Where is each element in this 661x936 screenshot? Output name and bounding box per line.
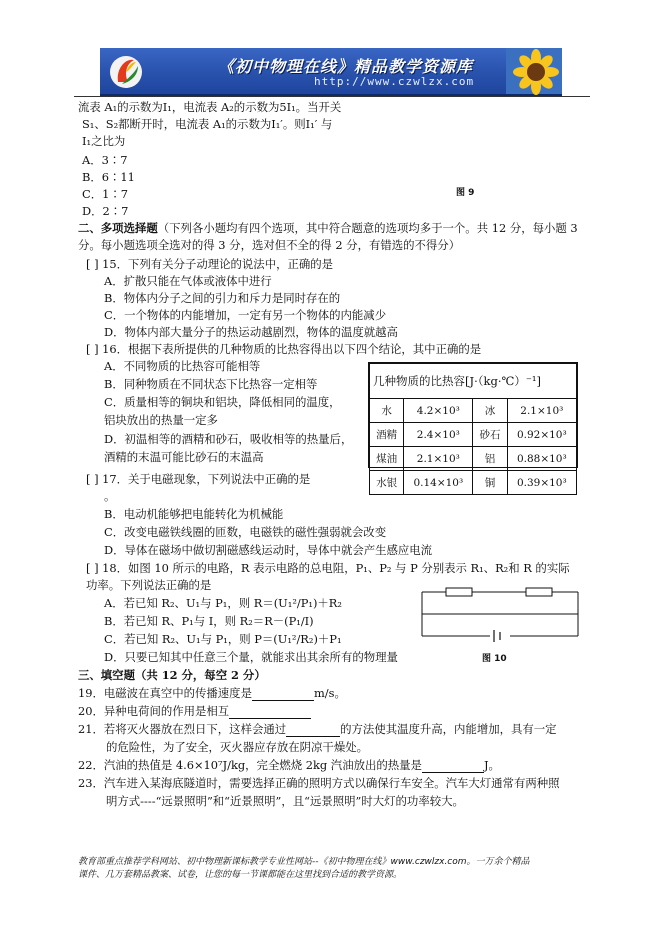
table-cell: 铜 xyxy=(473,471,507,495)
q17-option-c: C．改变电磁铁线圈的匝数，电磁铁的磁性强弱就会改变 xyxy=(104,525,387,539)
q23-line1: 23．汽车进入某海底隧道时，需要选择正确的照明方式以确保行车安全。汽车大灯通常有两种照 xyxy=(78,776,560,790)
section3-heading: 三、填空题（共 12 分，每空 2 分） xyxy=(78,668,266,682)
table-row xyxy=(370,399,577,423)
q-prev-line3: I₁之比为 xyxy=(82,134,126,148)
table-cell: 2.1×10³ xyxy=(507,399,576,423)
banner-title: 《初中物理在线》精品教学资源库 xyxy=(218,57,474,76)
q-prev-option-b: B．6∶11 xyxy=(82,170,135,184)
q21-blank[interactable] xyxy=(286,722,340,737)
q18-stem2: 功率。下列说法正确的是 xyxy=(86,578,212,592)
table-cell: 水 xyxy=(370,399,404,423)
q17-option-b: B．电动机能够把电能转化为机械能 xyxy=(104,507,284,521)
q17-stem-end: 。 xyxy=(104,489,116,503)
q16-stem: [ ] 16．根据下表所提供的几种物质的比热容得出以下四个结论，其中正确的是 xyxy=(86,342,482,356)
q16-option-d-cont: 酒精的末温可能比砂石的末温高 xyxy=(104,450,264,464)
q-prev-line2: S₁、S₂都断开时，电流表 A₁的示数为I₁′。则I₁′ 与 xyxy=(82,117,333,131)
table-cell: 0.92×10³ xyxy=(507,423,576,447)
q-prev-option-d: D．2∶7 xyxy=(82,204,129,218)
specific-heat-table xyxy=(368,362,578,489)
q20-blank[interactable] xyxy=(229,704,311,719)
table-cell: 酒精 xyxy=(370,423,404,447)
q21-line2: 的危险性，为了安全，灭火器应存放在阴凉干燥处。 xyxy=(106,740,368,754)
q21-text-b: 的方法使其温度升高，内能增加，具有一定 xyxy=(340,722,557,736)
table-row xyxy=(370,471,577,495)
figure-10-caption: 图 10 xyxy=(482,654,507,664)
table-cell: 煤油 xyxy=(370,447,404,471)
q20 xyxy=(78,703,311,719)
q19-unit: m/s。 xyxy=(313,686,346,700)
q21-line1 xyxy=(78,721,557,737)
q15-option-c: C．一个物体的内能增加，一定有另一个物体的内能减少 xyxy=(104,308,387,322)
table-cell: 砂石 xyxy=(473,423,507,447)
table-cell: 2.1×10³ xyxy=(404,447,473,471)
q15-option-b: B．物体内分子之间的引力和斥力是同时存在的 xyxy=(104,291,341,305)
footer-line2: 课件、几万套精品教案、试卷，让您的每一节课都能在这里找到合适的教学资源。 xyxy=(78,870,403,880)
site-banner xyxy=(100,48,562,96)
circuit-diagram xyxy=(420,584,580,640)
logo-icon xyxy=(108,52,144,90)
table-row xyxy=(370,447,577,471)
q21-text-a: 21．若将灭火器放在烈日下，这样会通过 xyxy=(78,722,287,736)
section2-heading: 二、多项选择题 xyxy=(78,221,158,235)
table-cell: 0.14×10³ xyxy=(404,471,473,495)
q19-blank[interactable] xyxy=(252,686,314,701)
q16-option-d: D．初温相等的酒精和砂石，吸收相等的热量后， xyxy=(104,432,353,446)
q16-option-b: B．同种物质在不同状态下比热容一定相等 xyxy=(104,377,318,391)
q22 xyxy=(78,757,500,773)
q18-stem: [ ] 18．如图 10 所示的电路，R 表示电路的总电阻，P₁、P₂ 与 P 分别表示 R₁、R₂和 R 的实际 xyxy=(86,561,570,575)
q19 xyxy=(78,685,346,701)
table-cell: 水银 xyxy=(370,471,404,495)
section2-header xyxy=(78,220,578,236)
q-prev-option-c: C．1∶7 xyxy=(82,187,128,201)
q22-unit: J。 xyxy=(483,758,500,772)
q18-option-a: A．若已知 R₂、U₁与 P₁，则 R＝(U₁²/P₁)＋R₂ xyxy=(104,596,342,610)
banner-url[interactable]: http://www.czwlzx.com xyxy=(314,75,475,88)
q18-option-b: B．若已知 R、P₁与 I，则 R₂＝R－(P₁/I) xyxy=(104,614,314,628)
q15-option-d: D．物体内部大量分子的热运动越剧烈，物体的温度就越高 xyxy=(104,325,398,339)
q23-line2: 明方式----“远景照明”和“近景照明”，且“远景照明”时大灯的功率较大。 xyxy=(106,794,464,808)
q22-text: 22．汽油的热值是 4.6×10⁷J/kg，完全燃烧 2kg 汽油放出的热量是 xyxy=(78,758,422,772)
sunflower-icon xyxy=(506,48,562,94)
q15-stem: [ ] 15．下列有关分子动理论的说法中，正确的是 xyxy=(86,257,334,271)
q18-option-c: C．若已知 R₂、U₁与 P₁，则 P＝(U₁²/R₂)＋P₁ xyxy=(104,632,342,646)
q19-text: 19．电磁波在真空中的传播速度是 xyxy=(78,686,252,700)
table-cell: 冰 xyxy=(473,399,507,423)
table-cell: 2.4×10³ xyxy=(404,423,473,447)
q-prev-line1: 流表 A₁的示数为I₁，电流表 A₂的示数为5I₁。当开关 xyxy=(78,100,342,114)
table-cell: 0.39×10³ xyxy=(507,471,576,495)
q16-option-c-cont: 铝块放出的热量一定多 xyxy=(104,413,218,427)
q18-option-d: D．只要已知其中任意三个量，就能求出其余所有的物理量 xyxy=(104,650,398,664)
q16-option-c: C．质量相等的铜块和铝块，降低相同的温度， xyxy=(104,395,341,409)
q-prev-option-a: A．3∶7 xyxy=(82,153,128,167)
footer-line1: 教育部重点推荐学科网站、初中物理新课标教学专业性网站--《初中物理在线》www.czwlzx.com。一万余个精品 xyxy=(78,857,530,867)
q20-text: 20．异种电荷间的作用是相互 xyxy=(78,704,230,718)
q17-option-d: D．导体在磁场中做切割磁感线运动时，导体中就会产生感应电流 xyxy=(104,543,433,557)
table-header: 几种物质的比热容[J·（kg·℃）⁻¹] xyxy=(370,364,577,399)
header-rule xyxy=(74,96,590,97)
table-row xyxy=(370,423,577,447)
section2-note-line2: 分。每小题选项全选对的得 3 分，选对但不全的得 2 分，有错选的不得分） xyxy=(78,238,461,252)
page-footer xyxy=(78,856,598,882)
q15-option-a: A．扩散只能在气体或液体中进行 xyxy=(104,274,272,288)
q17-stem: [ ] 17．关于电磁现象，下列说法中正确的是 xyxy=(86,472,311,486)
section2-note-line1: （下列各小题均有四个选项，其中符合题意的选项均多于一个。共 12 分，每小题 3 xyxy=(157,221,578,235)
table-cell: 0.88×10³ xyxy=(507,447,576,471)
figure-9-caption: 图 9 xyxy=(456,188,475,198)
table-cell: 4.2×10³ xyxy=(404,399,473,423)
table-cell: 铝 xyxy=(473,447,507,471)
q22-blank[interactable] xyxy=(422,758,484,773)
q16-option-a: A．不同物质的比热容可能相等 xyxy=(104,359,261,373)
